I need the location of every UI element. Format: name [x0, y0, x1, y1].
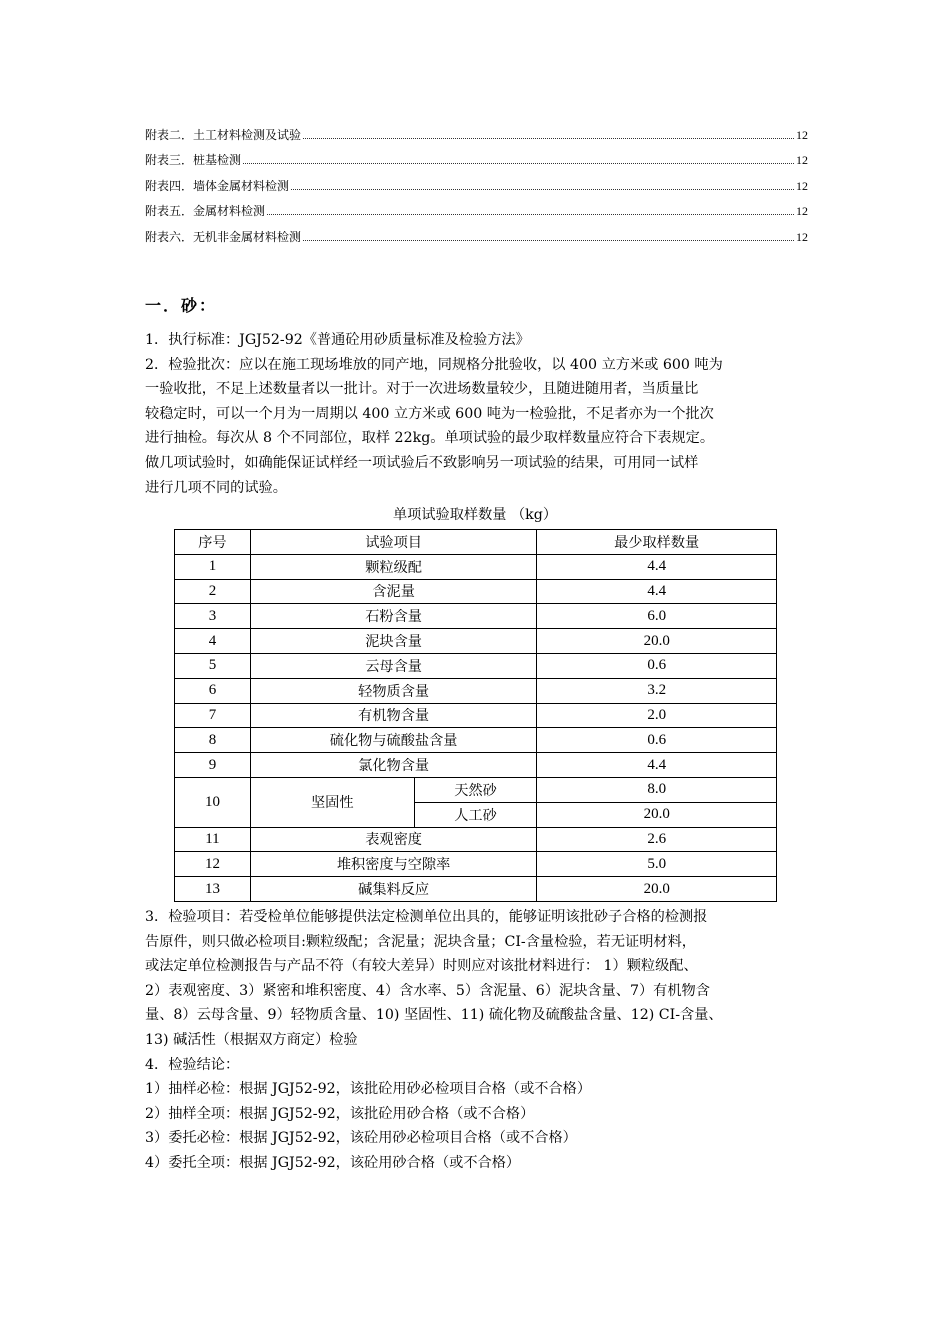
cell-qty: 2.6	[537, 827, 777, 852]
cell-subitem: 人工砂	[414, 802, 537, 827]
cell-qty: 0.6	[537, 653, 777, 678]
cell-qty: 3.2	[537, 678, 777, 703]
paragraph-line: 做几项试验时，如确能保证试样经一项试验后不致影响另一项试验的结果，可用同一试样	[145, 454, 699, 471]
table-header-row	[175, 530, 777, 555]
table-row	[175, 852, 777, 877]
table-row	[175, 678, 777, 703]
cell-qty: 4.4	[537, 579, 777, 604]
paragraph-line: 或法定单位检测报告与产品不符（有较大差异）时则应对该批材料进行： 1）颗粒级配、	[145, 958, 698, 975]
header-qty: 最少取样数量	[537, 530, 777, 555]
cell-no: 10	[175, 777, 251, 827]
table-row	[175, 777, 777, 802]
table-row	[175, 728, 777, 753]
toc-entry-page: 12	[796, 204, 808, 219]
cell-item: 泥块含量	[250, 629, 537, 654]
toc-entry-label: 附表五．金属材料检测	[145, 204, 266, 219]
cell-item: 云母含量	[250, 653, 537, 678]
paragraph-line: 3．检验项目：若受检单位能够提供法定检测单位出具的，能够证明该批砂子合格的检测报	[145, 909, 708, 925]
toc-entry-label: 附表二．土工材料检测及试验	[145, 128, 302, 142]
paragraph-line: 进行几项不同的试验。	[145, 479, 287, 496]
cell-qty: 4.4	[537, 554, 777, 579]
section-heading: 一．砂：	[145, 296, 218, 315]
toc-entry-page: 12	[796, 153, 808, 168]
toc-entry-label: 附表四．墙体金属材料检测	[145, 178, 290, 193]
paragraph-standard: 1．执行标准：JGJ52-92《普通砼用砂质量标准及检验方法》	[145, 332, 530, 348]
table-caption: 单项试验取样数量 （kg）	[392, 507, 558, 523]
table-row	[175, 653, 777, 678]
toc-leader-dots	[291, 189, 794, 190]
cell-no: 2	[175, 579, 251, 604]
cell-item: 有机物含量	[250, 703, 537, 728]
toc-entry[interactable]	[145, 151, 808, 176]
paragraph-line: 一验收批，不足上述数量者以一批计。对于一次进场数量较少，且随进随用者，当质量比	[145, 381, 699, 398]
table-row	[175, 753, 777, 778]
cell-item: 堆积密度与空隙率	[250, 852, 537, 877]
cell-no: 9	[175, 753, 251, 778]
header-no: 序号	[175, 530, 251, 555]
toc-leader-dots	[303, 138, 794, 139]
paragraph-line: 量、8）云母含量、9）轻物质含量、10) 坚固性、11) 硫化物及硫酸盐含量、12) CI-含量、	[145, 1007, 723, 1024]
table-row	[175, 703, 777, 728]
cell-item: 轻物质含量	[250, 678, 537, 703]
cell-no: 13	[175, 877, 251, 902]
cell-no: 12	[175, 852, 251, 877]
toc-entry[interactable]	[145, 202, 808, 227]
cell-item: 含泥量	[250, 579, 537, 604]
cell-item: 碱集料反应	[250, 877, 537, 902]
toc-entry-label: 附表六．无机非金属材料检测	[145, 229, 302, 244]
table-row	[175, 629, 777, 654]
paragraph-line: 4．检验结论：	[145, 1056, 240, 1073]
toc-leader-dots	[267, 214, 794, 215]
cell-qty: 0.6	[537, 728, 777, 753]
cell-no: 5	[175, 653, 251, 678]
cell-item: 石粉含量	[250, 604, 537, 629]
toc-leader-dots	[303, 240, 794, 241]
toc-entry-page: 12	[796, 229, 808, 244]
table-of-contents	[145, 126, 808, 253]
cell-item: 坚固性	[250, 777, 414, 827]
table-row	[175, 877, 777, 902]
cell-no: 3	[175, 604, 251, 629]
paragraph-line: 告原件，则只做必检项目:颗粒级配；含泥量；泥块含量；CI-含量检验，若无证明材料，	[145, 933, 696, 950]
cell-item: 表观密度	[250, 827, 537, 852]
section-body	[145, 328, 825, 500]
toc-entry-page: 12	[796, 178, 808, 193]
cell-item: 硫化物与硫酸盐含量	[250, 728, 537, 753]
paragraph-line: 进行抽检。每次从 8 个不同部位，取样 22kg。单项试验的最少取样数量应符合下表规定。	[145, 430, 715, 447]
cell-item: 氯化物含量	[250, 753, 537, 778]
cell-qty: 5.0	[537, 852, 777, 877]
paragraph-line: 2）表观密度、3）紧密和堆积密度、4）含水率、5）含泥量、6）泥块含量、7）有机物含	[145, 982, 710, 999]
table-row	[175, 579, 777, 604]
cell-no: 4	[175, 629, 251, 654]
toc-entry-page: 12	[796, 128, 808, 142]
toc-leader-dots	[243, 163, 794, 164]
paragraph-line: 13) 碱活性（根据双方商定）检验	[145, 1031, 358, 1048]
table-row	[175, 604, 777, 629]
paragraph-line: 3）委托必检：根据 JGJ52-92，该砼用砂必检项目合格（或不合格）	[145, 1130, 577, 1147]
table-row	[175, 827, 777, 852]
cell-no: 7	[175, 703, 251, 728]
paragraph-line: 2．检验批次：应以在施工现场堆放的同产地，同规格分批验收，以 400 立方米或 600 吨为	[145, 356, 723, 373]
toc-entry[interactable]	[145, 228, 808, 253]
paragraph-line: 4）委托全项：根据 JGJ52-92，该砼用砂合格（或不合格）	[145, 1154, 521, 1171]
header-item: 试验项目	[250, 530, 537, 555]
section-body-continued	[145, 905, 825, 1176]
sampling-table	[174, 529, 777, 902]
cell-qty: 20.0	[537, 877, 777, 902]
cell-no: 11	[175, 827, 251, 852]
paragraph-line: 1）抽样必检：根据 JGJ52-92，该批砼用砂必检项目合格（或不合格）	[145, 1081, 592, 1098]
paragraph-line: 较稳定时，可以一个月为一周期以 400 立方米或 600 吨为一检验批，不足者亦为一个批次	[145, 405, 714, 422]
toc-entry[interactable]	[145, 177, 808, 202]
cell-qty: 20.0	[537, 802, 777, 827]
cell-qty: 20.0	[537, 629, 777, 654]
cell-qty: 8.0	[537, 777, 777, 802]
cell-no: 8	[175, 728, 251, 753]
cell-no: 1	[175, 554, 251, 579]
cell-qty: 6.0	[537, 604, 777, 629]
toc-entry-label: 附表三．桩基检测	[145, 153, 242, 168]
cell-qty: 4.4	[537, 753, 777, 778]
toc-entry[interactable]	[145, 126, 808, 151]
cell-qty: 2.0	[537, 703, 777, 728]
cell-item: 颗粒级配	[250, 554, 537, 579]
table-row	[175, 554, 777, 579]
cell-subitem: 天然砂	[414, 777, 537, 802]
cell-no: 6	[175, 678, 251, 703]
paragraph-line: 2）抽样全项：根据 JGJ52-92，该批砼用砂合格（或不合格）	[145, 1105, 535, 1122]
